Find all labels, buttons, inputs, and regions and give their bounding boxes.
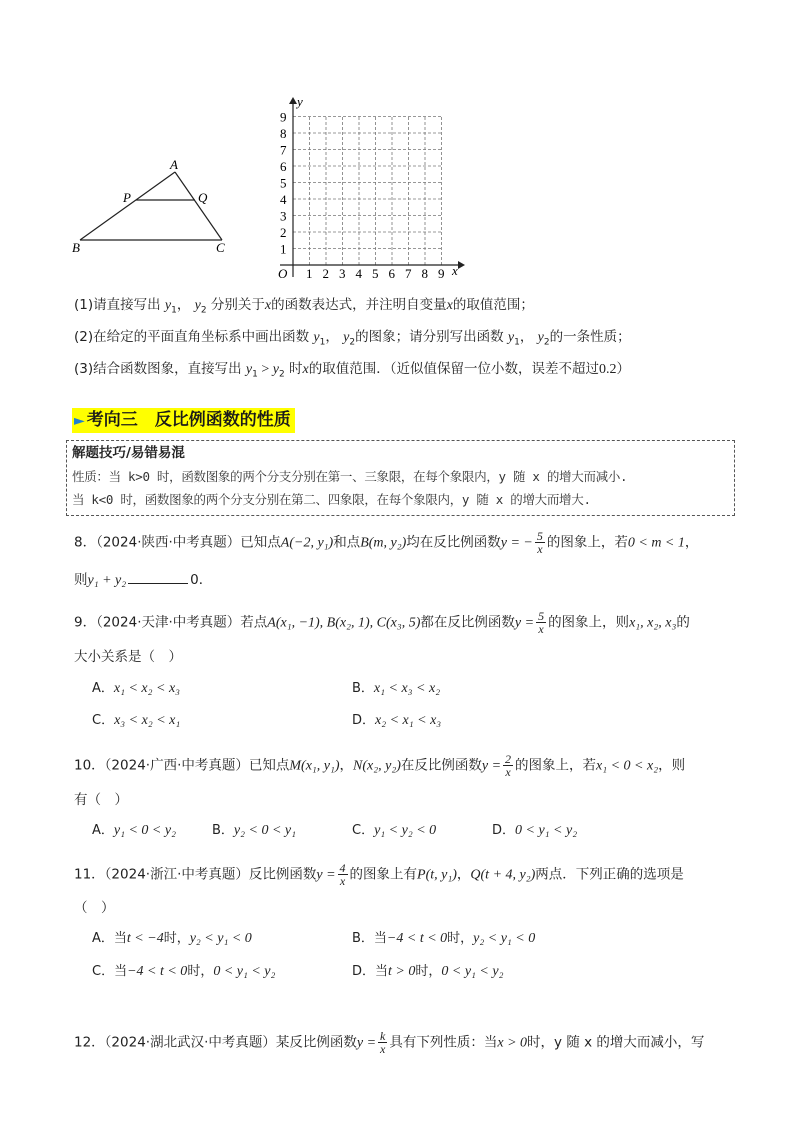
question-9: 9．（2024·天津·中考真题）若点A(x₁, −1), B(x₂, 1), C(x₃, 5)都在反比例函数y = $\frac{5}{x}$ 的图象上，则x₁, x₂, x₃的 [74, 609, 690, 636]
triangle-marker-icon: ► [74, 413, 85, 429]
question-9-line-2: 大小关系是（ ） [74, 649, 182, 665]
tick-labels [280, 110, 445, 282]
section-heading: ► 考向三 反比例函数的性质 [72, 408, 295, 433]
x-tick-label: 2 [322, 266, 329, 281]
tips-title: 解题技巧/易错易混 [72, 445, 185, 461]
question-part-1: (1)请直接写出 $y_1$， $y_2$ 分别关于x的函数表达式，并注明自变量x的取值范围； [74, 297, 534, 316]
grid-lines [293, 117, 442, 266]
y-tick-label: 7 [280, 142, 287, 158]
x-axis-arrow [458, 261, 465, 269]
q10-option-c[interactable]: C．y₁ < y₂ < 0 [352, 823, 437, 838]
coordinate-grid [270, 95, 470, 285]
q9-option-c[interactable]: C．x₃ < x₂ < x₁ [92, 713, 181, 728]
y-tick-label: 6 [280, 159, 287, 174]
question-10-line-2: 有（ ） [74, 792, 128, 808]
question-11: 11．（2024·浙江·中考真题）反比例函数y = $\frac{4}{x}$ 的图象上有P(t, y₁)，Q(t + 4, y₂)两点．下列正确的选项是 [74, 861, 684, 888]
x-axis-label: x [452, 263, 458, 278]
q9-option-d[interactable]: D．x₂ < x₁ < x₃ [352, 713, 442, 728]
tips-line-2: 当 k<0 时，函数图象的两个分支分别在第二、四象限，在每个象限内，y 随 x 的增大而增大. [72, 492, 591, 507]
x-tick-label: 8 [421, 266, 428, 281]
label-B: B [72, 240, 80, 255]
question-11-line-2: （ ） [74, 900, 115, 916]
y-tick-label: 1 [280, 241, 287, 257]
q11-option-a[interactable]: A．当t < −4时，y₂ < y₁ < 0 [92, 931, 252, 946]
q9-option-b[interactable]: B．x₁ < x₃ < x₂ [352, 681, 441, 696]
question-10: 10．（2024·广西·中考真题）已知点M(x₁, y₁)，N(x₂, y₂)在反比例函数y = $\frac{2}{x}$ 的图象上，若x₁ < 0 < x₂，则 [74, 752, 686, 779]
y-tick-label: 9 [280, 109, 287, 125]
origin-label: O [278, 266, 288, 281]
question-8: 8．（2024·陕西·中考真题）已知点A(−2, y₁)和点B(m, y₂)均在反比例函数y = − $\frac{5}{x}$ 的图象上，若0 < m < 1， [74, 529, 699, 556]
y-tick-label: 3 [280, 208, 287, 224]
y-tick-label: 2 [280, 225, 287, 240]
q10-option-a[interactable]: A．y₁ < 0 < y₂ [92, 823, 176, 838]
q10-option-d[interactable]: D．0 < y₁ < y₂ [492, 823, 578, 838]
label-P: P [123, 190, 131, 205]
x-tick-label: 7 [405, 266, 412, 281]
question-8-line-2: 则y₁ + y₂ 0． [74, 569, 212, 591]
y-tick-label: 5 [280, 175, 287, 191]
x-tick-label: 3 [339, 266, 346, 281]
q11-option-d[interactable]: D．当t > 0时，0 < y₁ < y₂ [352, 964, 504, 979]
x-tick-label: 6 [388, 266, 395, 281]
label-Q: Q [198, 190, 208, 205]
question-part-3: (3)结合函数图象，直接写出 $y_1 > y_2$ 时x的取值范围．（近似值保留一位小数，误差不超过0.2） [74, 361, 630, 380]
y-axis-label: y [297, 95, 303, 109]
x-tick-label: 9 [438, 266, 445, 281]
x-tick-label: 1 [306, 266, 313, 281]
y-axis-arrow [289, 97, 297, 104]
tips-line-1: 性质：当 k>0 时，函数图象的两个分支分别在第一、三象限，在每个象限内，y 随 x 的增大而减小. [72, 469, 628, 484]
label-A: A [170, 160, 178, 172]
x-tick-label: 4 [355, 266, 362, 281]
question-12: 12．（2024·湖北武汉·中考真题）某反比例函数y = $\frac{k}{x}$ 具有下列性质：当x > 0时，y 随 x 的增大而减小，写 [74, 1029, 705, 1056]
y-tick-label: 8 [280, 126, 287, 141]
y-tick-label: 4 [280, 192, 287, 207]
q10-option-b[interactable]: B．y₂ < 0 < y₁ [212, 823, 296, 838]
q9-option-a[interactable]: A．x₁ < x₂ < x₃ [92, 681, 181, 696]
question-part-2: (2)在给定的平面直角坐标系中画出函数 $y_1$， $y_2$的图象；请分别写出函数 $y_1$， $y_2$的一条性质； [74, 329, 631, 348]
label-C: C [216, 240, 225, 255]
side-AC [175, 172, 222, 240]
q11-option-c[interactable]: C．当−4 < t < 0时，0 < y₁ < y₂ [92, 964, 276, 979]
side-AB [80, 172, 175, 240]
answer-blank[interactable] [128, 569, 188, 584]
x-tick-label: 5 [372, 266, 379, 281]
q11-option-b[interactable]: B．当−4 < t < 0时，y₂ < y₁ < 0 [352, 931, 536, 946]
triangle-figure [70, 160, 240, 255]
